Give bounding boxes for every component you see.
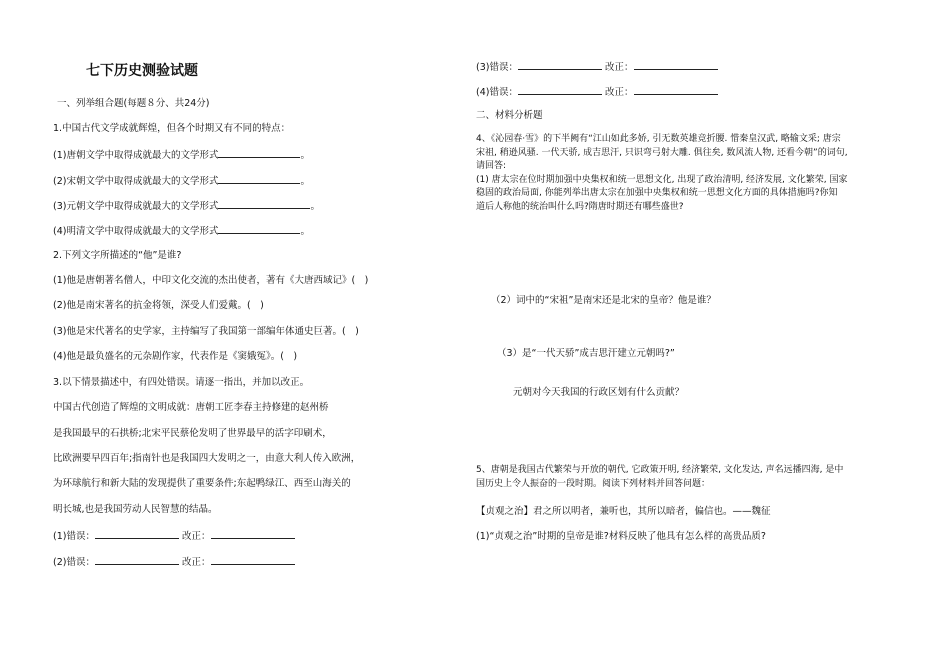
q1-item-3: (3)元朝文学中取得成就最大的文学形式 。 [53,198,320,213]
answer-blank[interactable] [218,223,300,234]
error-blank[interactable] [95,528,179,539]
q3-stem: 3.以下情景描述中，有四处错误。请逐一指出，并加以改正。 [53,377,310,388]
q3-answer-3: (3)错误： 改正： [476,59,718,74]
q3-text-line: 是我国最早的石拱桥;北宋平民蔡伦发明了世界最早的活字印刷术， [53,428,332,439]
q1-item-1: (1)唐朝文学中取得成就最大的文学形式 。 [53,147,310,162]
q5-quote: 【贞观之治】君之所以明者，兼听也，其所以暗者，偏信也。——魏征 [476,506,771,517]
q3-answer-1: (1)错误： 改正： [53,528,295,543]
q4-intro-line: (1) 唐太宗在位时期加强中央集权和统一思想文化, 出现了政治清明, 经济发展, 文化繁荣, 国家 [476,174,848,185]
q4-intro-line: 宋祖, 稍逊风骚. 一代天骄, 成吉思汗, 只识弯弓射大雕. 俱往矣, 数风流人物, 还看今朝”的词句, [476,147,848,158]
q1-stem: 1.中国古代文学成就辉煌，但各个时期又有不同的特点： [53,123,291,134]
q5-intro [476,464,916,491]
q2-item-1: (1)他是唐朝著名僧人，中印文化交流的杰出使者，著有《大唐西域记》( ) [53,275,369,286]
correction-blank[interactable] [634,59,718,70]
q3-text-line: 比欧洲要早四百年;指南针也是我国四大发明之一，由意大利人传入欧洲， [53,453,361,464]
answer-blank[interactable] [218,147,300,158]
error-blank[interactable] [518,59,602,70]
error-blank[interactable] [518,84,602,95]
section-1-heading: 一、列举组合题(每题８分、共24分) [57,98,210,109]
q4-intro-line: 稳固的政治局面, 你能列举出唐太宗在加强中央集权和统一思想文化方面的具体措施吗?你知 [476,188,838,198]
correction-blank[interactable] [634,84,718,95]
q5-intro-line: 5、唐朝是我国古代繁荣与开放的朝代, 它政策开明, 经济繁荣, 文化发达, 声名远播四海, 是中 [476,465,844,475]
exam-title: 七下历史测验试题 [86,63,198,79]
q3-answer-4: (4)错误： 改正： [476,84,718,99]
q4-sub-3: （3）是“一代天骄”成吉思汗建立元朝吗?” [497,348,675,359]
q4-intro-line: 4、《沁园春·雪》的下半阙有“江山如此多娇, 引无数英雄竞折腰. 惜秦皇汉武, 略输文采; 唐宗 [476,134,841,144]
q3-text-line: 明长城,也是我国劳动人民智慧的结晶。 [53,504,218,515]
q4-sub-3b: 元朝对今天我国的行政区划有什么贡献？ [513,387,685,398]
answer-blank[interactable] [218,198,310,209]
correction-blank[interactable] [211,528,295,539]
q4-intro-line: 道后人称他的统治叫什么吗?隋唐时期还有哪些盛世? [476,201,684,212]
correction-blank[interactable] [211,554,295,565]
q3-text-line: 中国古代创造了辉煌的文明成就：唐朝工匠李春主持修建的赵州桥 [53,402,329,413]
q5-sub-1: (1)“贞观之治”时期的皇帝是谁?材料反映了他具有怎么样的高贵品质? [476,531,766,542]
q4-sub-2: （2）词中的“宋祖”是南宋还是北宋的皇帝？他是谁？ [491,295,716,306]
section-2-heading: 二、材料分析题 [476,110,543,121]
error-blank[interactable] [95,554,179,565]
q5-intro-line: 国历史上令人振奋的一段时期。阅读下列材料并回答问题： [476,478,711,489]
q4-intro [476,133,916,214]
q2-item-3: (3)他是宋代著名的史学家，主持编写了我国第一部编年体通史巨著。( ) [53,326,359,337]
q3-text-line: 为环球航行和新大陆的发现提供了重要条件;东起鸭绿江、西至山海关的 [53,478,351,489]
q3-answer-2: (2)错误： 改正： [53,554,295,569]
q1-item-4: (4)明清文学中取得成就最大的文学形式 。 [53,223,310,238]
q2-item-2: (2)他是南宋著名的抗金将领，深受人们爱戴。( ) [53,300,264,311]
q1-item-2: (2)宋朝文学中取得成就最大的文学形式 。 [53,173,310,188]
answer-blank[interactable] [218,173,300,184]
q4-intro-line: 请回答: [476,161,507,171]
q2-item-4: (4)他是最负盛名的元杂剧作家，代表作是《窦娥冤》。( ) [53,351,298,362]
q2-stem: 2.下列文字所描述的“他”是谁? [53,250,182,261]
